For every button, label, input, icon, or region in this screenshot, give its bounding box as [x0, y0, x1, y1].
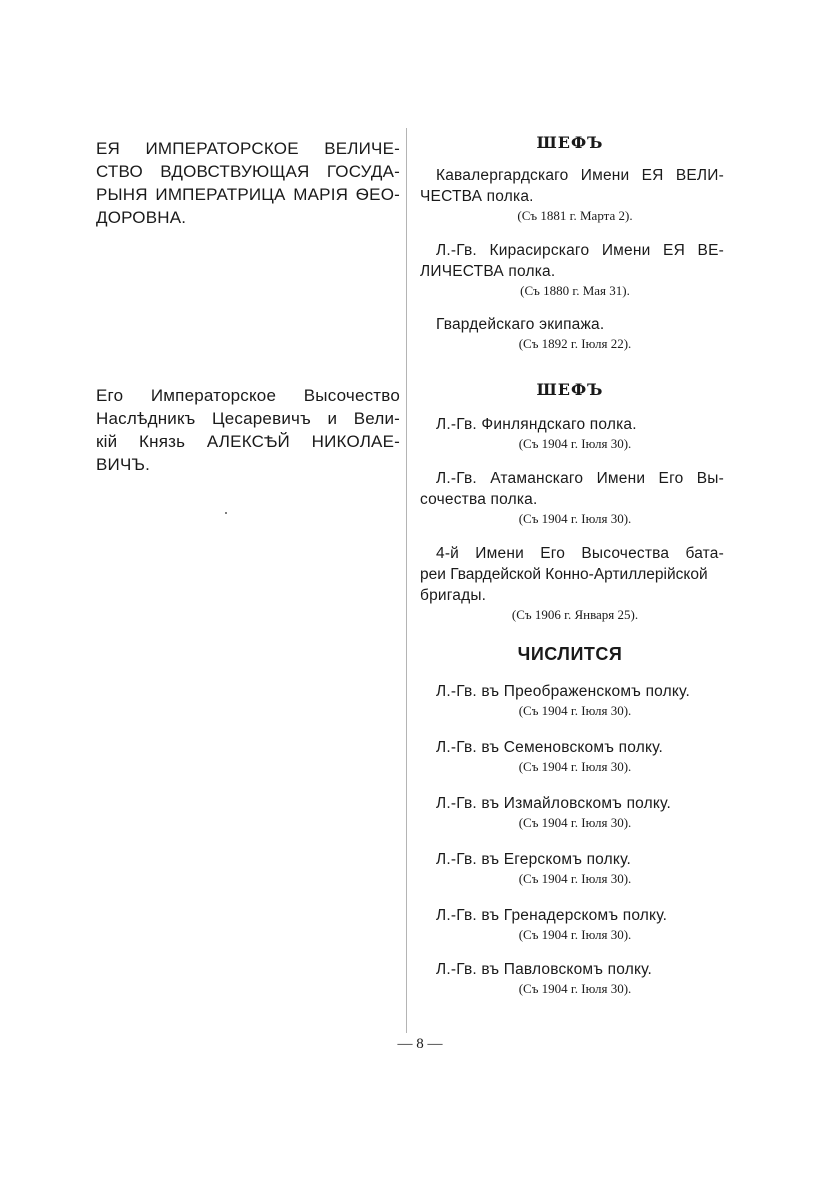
entry-date: (Съ 1904 г. Іюля 30). [518, 436, 632, 451]
person-line: Его Императорское Высочество [96, 386, 400, 405]
entry-date: (Съ 1904 г. Іюля 30). [518, 511, 632, 526]
entry [420, 240, 724, 300]
section-heading: ШЕФЪ [536, 133, 604, 152]
entry-title [420, 165, 724, 207]
entry [420, 314, 724, 353]
entry-title [420, 468, 724, 510]
entry-line: бригады. [420, 587, 487, 604]
person-line: кій Князь АЛЕКСѢЙ НИКОЛАЕ- [96, 432, 400, 451]
entry-date: (Съ 1906 г. Января 25). [511, 607, 639, 622]
entry-date: (Съ 1904 г. Іюля 30). [518, 815, 632, 830]
entry [420, 414, 724, 453]
entry-title [420, 543, 724, 606]
entry [420, 737, 724, 776]
entry-date: (Съ 1892 г. Іюля 22). [518, 336, 632, 351]
person-line: ЕЯ ИМПЕРАТОРСКОЕ ВЕЛИЧЕ- [96, 139, 400, 158]
entry-date: (Съ 1881 г. Марта 2). [517, 208, 633, 223]
entry-date: (Съ 1904 г. Іюля 30). [518, 703, 632, 718]
entry-line: Л.-Гв. Атаманскаго Имени Его Вы- [436, 470, 724, 487]
entry-title [420, 959, 724, 980]
entry-line: реи Гвардейской Конно-Артиллерійской [420, 566, 708, 583]
entry-title [420, 681, 724, 702]
entry-line: Л.-Гв. въ Егерскомъ полку. [436, 851, 631, 868]
entry [420, 793, 724, 832]
person-line: РЫНЯ ИМПЕРАТРИЦА МАРІЯ ѲЕО- [96, 185, 400, 204]
entry-date: (Съ 1904 г. Іюля 30). [518, 759, 632, 774]
entry-line: 4-й Имени Его Высочества бата- [436, 545, 724, 562]
entry [420, 849, 724, 888]
entry-line: Кавалергардскаго Имени ЕЯ ВЕЛИ- [436, 167, 724, 184]
entry [420, 165, 724, 225]
entry-line: сочества полка. [420, 491, 538, 508]
entry-line: Л.-Гв. въ Измайловскомъ полку. [436, 795, 671, 812]
entry-line: Гвардейскаго экипажа. [436, 316, 605, 333]
entry-line: Л.-Гв. Финляндскаго полка. [436, 416, 637, 433]
entry-title [420, 414, 724, 435]
entry-title [420, 793, 724, 814]
person-line: СТВО ВДОВСТВУЮЩАЯ ГОСУДА- [96, 162, 400, 181]
entry-line: Л.-Гв. въ Семеновскомъ полку. [436, 739, 664, 756]
entry-line: Л.-Гв. въ Преображенскомъ полку. [436, 683, 690, 700]
column-divider [406, 128, 407, 1033]
entry [420, 959, 724, 998]
entry-date: (Съ 1904 г. Іюля 30). [518, 871, 632, 886]
entry-title [420, 905, 724, 926]
person-empress-dowager [96, 137, 400, 229]
entry [420, 468, 724, 528]
person-line: ВИЧЪ. [96, 455, 151, 474]
entry [420, 905, 724, 944]
entry-title [420, 849, 724, 870]
section-heading: ШЕФЪ [536, 380, 604, 399]
entry-title [420, 240, 724, 282]
entry [420, 681, 724, 720]
entry-line: ЧЕСТВА полка. [420, 188, 534, 205]
entry-date: (Съ 1904 г. Іюля 30). [518, 981, 632, 996]
person-tsesarevich [96, 384, 400, 476]
page-number: — 8 — [397, 1036, 443, 1052]
entry [420, 543, 724, 624]
entry-title [420, 314, 724, 335]
entry-line: Л.-Гв. въ Гренадерскомъ полку. [436, 907, 668, 924]
entry-line: Л.-Гв. Кирасирскаго Имени ЕЯ ВЕ- [436, 242, 724, 259]
person-line: ДОРОВНА. [96, 208, 187, 227]
print-speck [225, 512, 227, 514]
entry-title [420, 737, 724, 758]
section-heading: ЧИСЛИТСЯ [517, 644, 623, 664]
entry-line: Л.-Гв. въ Павловскомъ полку. [436, 961, 653, 978]
entry-line: ЛИЧЕСТВА полка. [420, 263, 556, 280]
entry-date: (Съ 1904 г. Іюля 30). [518, 927, 632, 942]
person-line: Наслѣдникъ Цесаревичъ и Вели- [96, 409, 400, 428]
entry-date: (Съ 1880 г. Мая 31). [520, 283, 630, 298]
